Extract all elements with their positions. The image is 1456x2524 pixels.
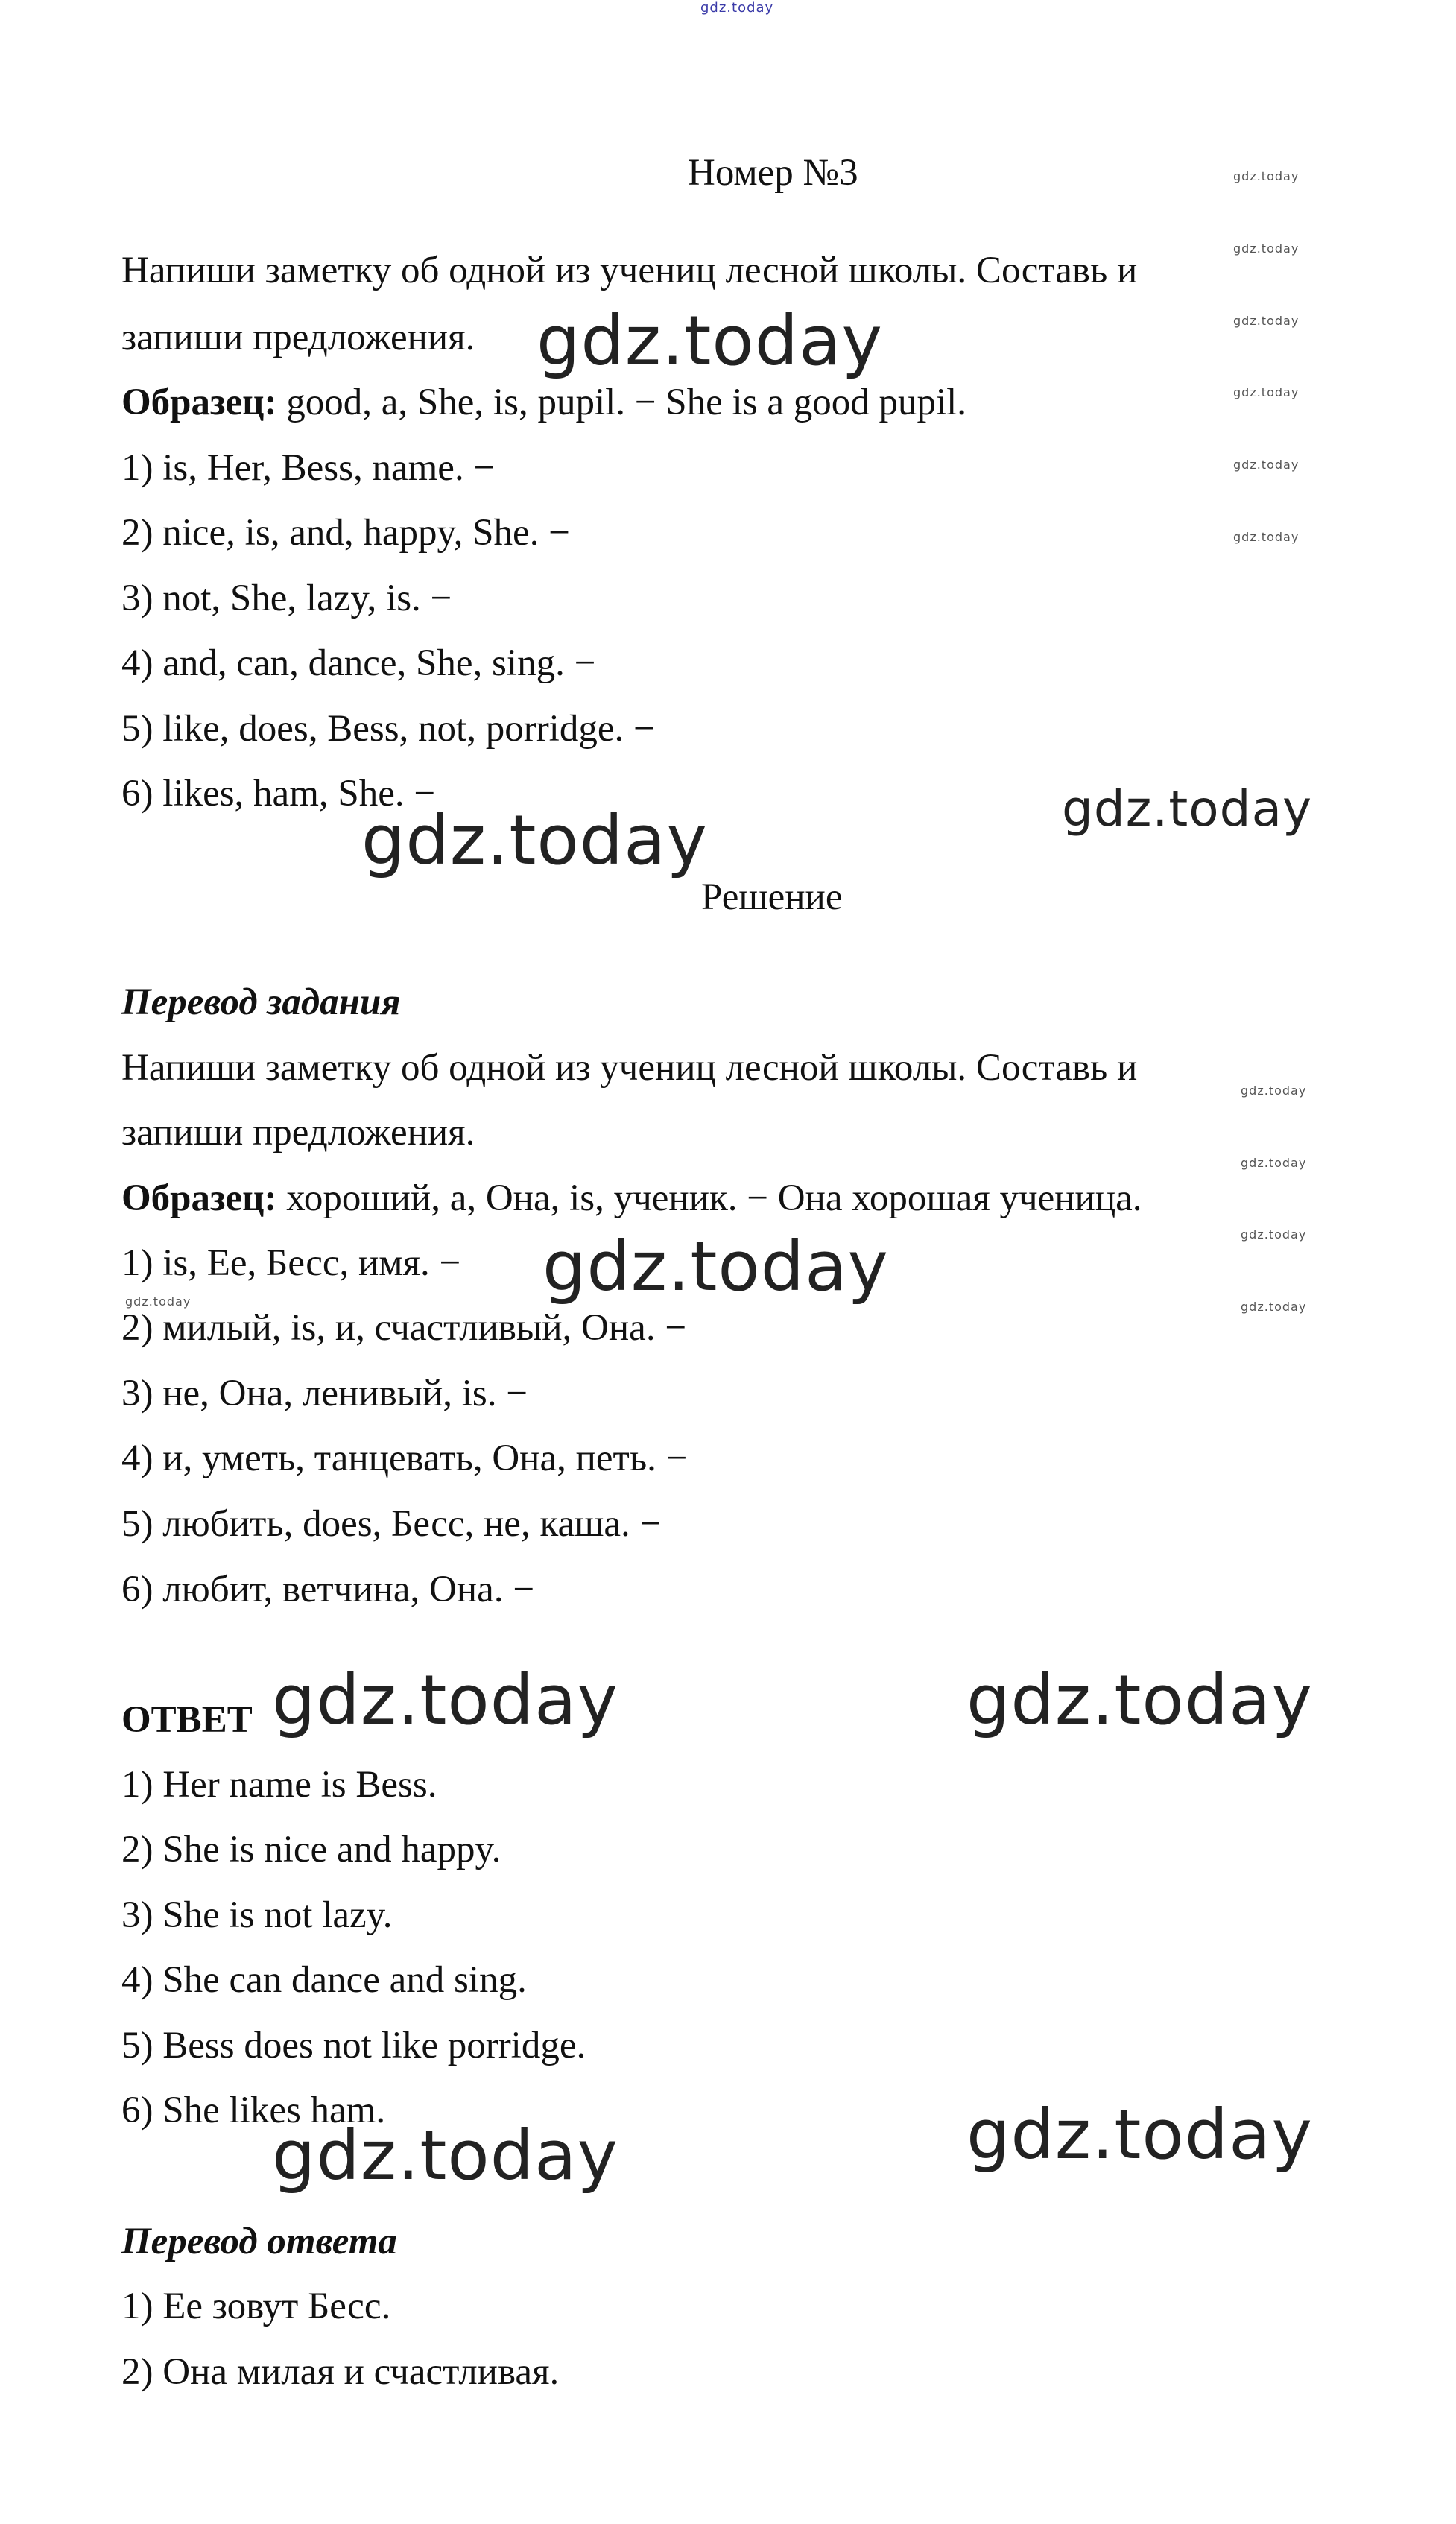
watermark-large: gdz.today <box>361 800 708 880</box>
task-item-2: 2) nice, is, and, happy, She. − <box>121 512 570 554</box>
watermark-small: gdz.today <box>1233 530 1300 544</box>
watermark-large: gdz.today <box>542 1227 889 1306</box>
answer-item-6: 6) She likes ham. <box>121 2090 386 2131</box>
task-item-4: 4) and, can, dance, She, sing. − <box>121 642 596 684</box>
watermark-large: gdz.today <box>966 1660 1313 1740</box>
watermark-small: gdz.today <box>1233 169 1300 183</box>
answer-item-3: 3) She is not lazy. <box>121 1894 393 1936</box>
page-title: Номер №3 <box>688 152 858 194</box>
translation-item-1: 1) is, Ее, Бесс, имя. − <box>121 1242 461 1284</box>
translation-item-4: 4) и, уметь, танцевать, Она, петь. − <box>121 1437 688 1479</box>
translation-item-2: 2) милый, is, и, счастливый, Она. − <box>121 1307 687 1349</box>
translation-item-3: 3) не, Она, ленивый, is. − <box>121 1373 528 1414</box>
translation-sample <box>121 1176 1142 1221</box>
translation-item-5: 5) любить, does, Бесс, не, каша. − <box>121 1503 662 1545</box>
translation-item-6: 6) любит, ветчина, Она. − <box>121 1569 535 1610</box>
translation-line-1: Напиши заметку об одной из учениц лесной школы. Составь и <box>121 1047 1138 1089</box>
answer-item-2: 2) She is nice and happy. <box>121 1829 501 1870</box>
translation-sample-label: Образец: <box>121 1177 277 1219</box>
translation-line-2: запиши предложения. <box>121 1112 475 1154</box>
answer-translation-item-2: 2) Она милая и счастливая. <box>121 2351 560 2393</box>
solution-heading: Решение <box>701 876 843 918</box>
watermark-small: gdz.today <box>1233 458 1300 472</box>
watermark-small: gdz.today <box>1241 1227 1307 1242</box>
task-line-1: Напиши заметку об одной из учениц лесной школы. Составь и <box>121 250 1138 291</box>
watermark-small: gdz.today <box>1233 314 1300 328</box>
watermark-large: gdz.today <box>272 2116 618 2195</box>
task-item-6: 6) likes, ham, She. − <box>121 773 436 815</box>
answer-item-5: 5) Bess does not like porridge. <box>121 2025 586 2066</box>
answer-item-1: 1) Her name is Bess. <box>121 1764 437 1806</box>
translation-sample-text: хороший, a, Она, is, ученик. − Она хорошая ученица. <box>276 1177 1142 1219</box>
task-item-3: 3) not, She, lazy, is. − <box>121 578 452 619</box>
watermark-small: gdz.today <box>1241 1084 1307 1098</box>
task-item-1: 1) is, Her, Bess, name. − <box>121 447 496 489</box>
task-sample-label: Образец: <box>121 382 277 423</box>
task-sample-text: good, a, She, is, pupil. − She is a good pupil. <box>276 382 967 423</box>
watermark-large: gdz.today <box>966 2095 1313 2175</box>
watermark-small: gdz.today <box>1241 1156 1307 1170</box>
watermark-small: gdz.today <box>1233 385 1300 399</box>
watermark-top: gdz.today <box>700 0 774 16</box>
watermark-small: gdz.today <box>1233 241 1300 256</box>
task-line-2: запиши предложения. <box>121 317 475 358</box>
task-sample <box>121 380 966 425</box>
watermark-medium: gdz.today <box>1062 780 1313 838</box>
answer-translation-item-1: 1) Ее зовут Бесс. <box>121 2286 391 2327</box>
answer-translation-heading: Перевод ответа <box>121 2221 397 2262</box>
watermark-small: gdz.today <box>1241 1300 1307 1314</box>
translation-heading: Перевод задания <box>121 981 401 1023</box>
task-item-5: 5) like, does, Bess, not, porridge. − <box>121 708 655 750</box>
watermark-small: gdz.today <box>125 1294 192 1309</box>
answer-heading: ОТВЕТ <box>121 1699 253 1741</box>
watermark-large: gdz.today <box>272 1660 618 1740</box>
watermark-large: gdz.today <box>536 301 883 381</box>
answer-item-4: 4) She can dance and sing. <box>121 1959 527 2001</box>
